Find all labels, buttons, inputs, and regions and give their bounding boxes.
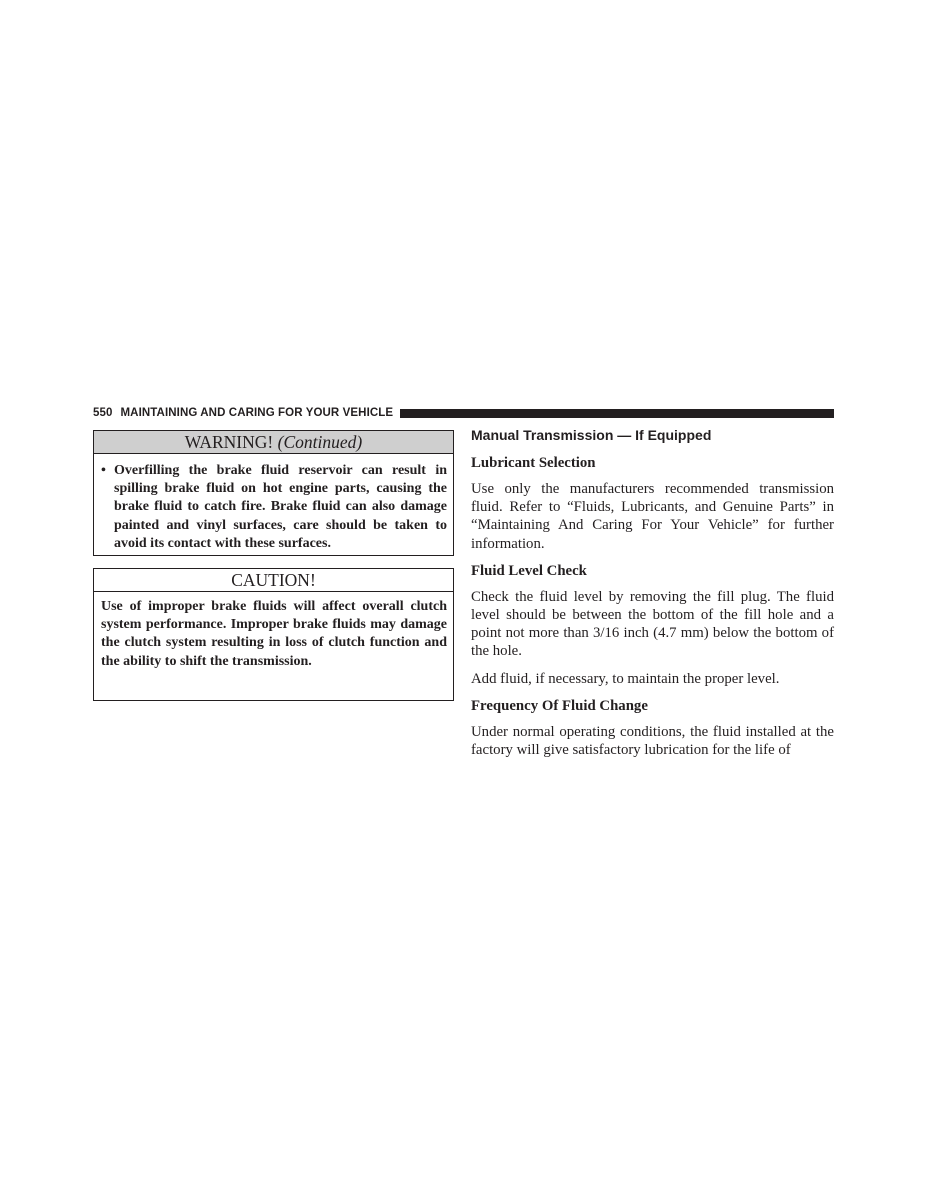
caution-text: Use of improper brake fluids will affect overall clutch system performance. Improper brake fluids may damage the clutch system resulting in loss of clutch function and the ability to shift the transmission. (101, 599, 447, 669)
warning-bullet-item (101, 462, 447, 553)
frequency-heading: Frequency Of Fluid Change (471, 697, 648, 714)
fluid-level-check-text: Check the fluid level by removing the fill plug. The fluid level should be between the bottom of the fill hole and a point not more than 3/16 inch (4.7 mm) below the bottom of the hole. (471, 588, 834, 660)
warning-text: Overfilling the brake fluid reservoir can result in spilling brake fluid on hot engine parts, causing the brake fluid to catch fire. Brake fluid can also damage painted and vinyl surfaces, care should be taken to avoid its contact with these surfaces. (114, 463, 447, 551)
fluid-level-check-heading: Fluid Level Check (471, 562, 587, 579)
lubricant-selection-heading: Lubricant Selection (471, 455, 596, 471)
caution-box (93, 568, 454, 701)
warning-body (94, 454, 453, 553)
lubricant-selection-text: Use only the manufacturers recommended transmission fluid. Refer to “Fluids, Lubricants, and Genuine Parts” in “Maintaining And Caring For Your Vehicle” for further information. (471, 481, 834, 552)
section-title: MAINTAINING AND CARING FOR YOUR VEHICLE (120, 407, 394, 419)
warning-title (94, 431, 453, 454)
header-rule (400, 409, 834, 418)
warning-title-text: WARNING! (184, 432, 274, 452)
frequency-text: Under normal operating conditions, the fluid installed at the factory will give satisfactory lubrication for the life of (471, 723, 834, 759)
right-column (471, 426, 834, 768)
bullet-mark: • (101, 463, 106, 478)
warning-box (93, 430, 454, 556)
add-fluid-text: Add fluid, if necessary, to maintain the proper level. (471, 670, 780, 687)
warning-title-continued: (Continued) (277, 432, 363, 452)
caution-title: CAUTION! (94, 569, 453, 592)
page-header (93, 406, 834, 420)
page-number: 550 (93, 407, 113, 419)
manual-transmission-heading: Manual Transmission — If Equipped (471, 427, 712, 443)
